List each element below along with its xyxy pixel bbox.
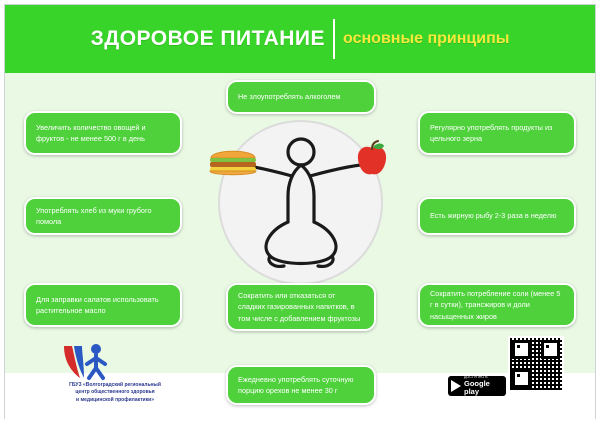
callout-right-2[interactable] <box>418 197 576 235</box>
google-play-big-label: Google play <box>464 379 490 396</box>
header-band <box>5 5 595 73</box>
callout-right-1-text: Регулярно употреблять продукты из цельного зерна <box>430 122 553 143</box>
callout-center-bottom-text: Сократить или отказаться от сладких газированных напитков, в том числе с добавлением фруктозы <box>238 291 361 323</box>
callout-left-1-text: Увеличить количество овощей и фруктов - не менее 500 г в день <box>36 122 146 143</box>
organization-name-line1: ГБУЗ «Волгоградский региональный <box>69 382 161 388</box>
page-subtitle <box>335 30 509 48</box>
qr-corner-bottom-left <box>512 369 531 388</box>
qr-code-icon[interactable] <box>508 336 564 392</box>
organization-name-line2: центр общественного здоровья <box>75 389 155 396</box>
qr-corner-top-left <box>512 340 531 359</box>
logo-mark-icon <box>58 342 114 382</box>
page-subtitle-line2: принципы <box>427 29 510 47</box>
callout-right-1[interactable] <box>418 111 576 155</box>
callout-right-2-text: Есть жирную рыбу 2-3 раза в неделю <box>430 211 557 221</box>
organization-name <box>50 382 180 404</box>
qr-corner-top-right <box>541 340 560 359</box>
google-play-icon <box>451 380 461 392</box>
callout-left-2[interactable] <box>24 197 182 235</box>
callout-center-bottom[interactable] <box>226 283 376 331</box>
callout-right-3[interactable] <box>418 283 576 327</box>
apple-icon <box>355 140 389 178</box>
callout-left-2-text: Употреблять хлеб из муки грубого помола <box>36 205 152 226</box>
google-play-small-label: ДОСТУПНО В <box>464 375 488 380</box>
google-play-badge[interactable] <box>448 376 506 396</box>
callout-bottom-text: Ежедневно употреблять суточную порцию орехов не менее 30 г <box>238 374 354 395</box>
organization-name-line3: и медицинской профилактики» <box>75 396 154 403</box>
callout-bottom[interactable] <box>226 365 376 405</box>
callout-left-1[interactable] <box>24 111 182 155</box>
callout-top-text: Не злоупотреблять алкоголем <box>238 92 341 102</box>
callout-right-3-text: Сократить потребление соли (менее 5 г в сутки), трансжиров и доли насыщенных жиров <box>430 289 561 321</box>
callout-top[interactable] <box>226 80 376 114</box>
page-title: ЗДОРОВОЕ ПИТАНИЕ <box>90 27 326 51</box>
burger-icon <box>207 144 259 178</box>
page-subtitle-line1: основные <box>343 29 424 47</box>
google-play-text <box>464 376 503 396</box>
header-inner <box>5 5 595 73</box>
callout-left-3-text: Для заправки салатов использовать растительное масло <box>36 294 159 315</box>
organization-logo <box>50 342 180 404</box>
callout-left-3[interactable] <box>24 283 182 327</box>
